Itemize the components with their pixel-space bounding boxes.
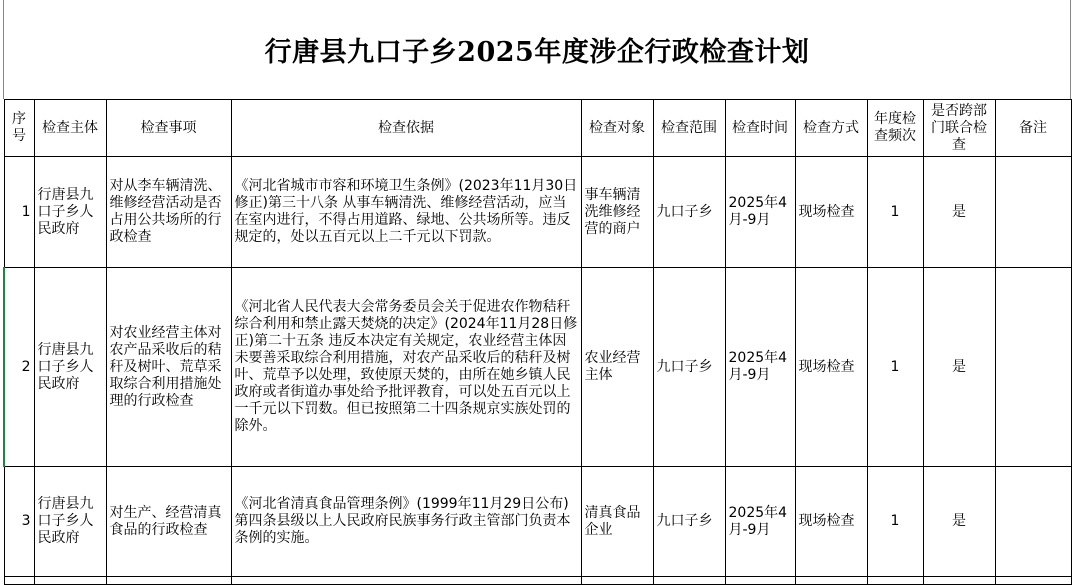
- cell-frequency[interactable]: 1: [867, 268, 923, 467]
- cell-item[interactable]: 对农业经营主体对农产品采收后的秸秆及树叶、荒草采取综合利用措施处理的行政检查: [106, 268, 231, 467]
- cell-method[interactable]: 现场检查: [795, 157, 867, 268]
- cell-scope[interactable]: 九口子乡: [653, 467, 725, 577]
- empty-cell[interactable]: [106, 577, 231, 585]
- empty-cell[interactable]: [4, 577, 34, 585]
- empty-cell[interactable]: [795, 577, 867, 585]
- cell-time[interactable]: 2025年4月-9月: [725, 467, 795, 577]
- header-time[interactable]: 检查时间: [725, 100, 795, 157]
- cell-joint[interactable]: 是: [923, 268, 995, 467]
- cell-joint[interactable]: 是: [923, 467, 995, 577]
- cell-target[interactable]: 农业经营主体: [581, 268, 653, 467]
- table-row: [4, 157, 1071, 268]
- cell-scope[interactable]: 九口子乡: [653, 157, 725, 268]
- cell-subject[interactable]: 行唐县九口子乡人民政府: [34, 157, 106, 268]
- table-row: [4, 467, 1071, 577]
- empty-cell[interactable]: [231, 577, 581, 585]
- cell-joint[interactable]: 是: [923, 157, 995, 268]
- cell-basis[interactable]: 《河北省城市市容和环境卫生条例》(2023年11月30日修正)第三十八条 从事车辆清洗、维修经营活动，应当在室内进行，不得占用道路、绿地、公共场所等。违反规定的，处以五百元以上二千元以下罚款。: [231, 157, 581, 268]
- cell-item[interactable]: 对生产、经营清真食品的行政检查: [106, 467, 231, 577]
- cell-frequency[interactable]: 1: [867, 157, 923, 268]
- header-frequency[interactable]: 年度检查频次: [867, 100, 923, 157]
- empty-cell[interactable]: [653, 577, 725, 585]
- cell-scope[interactable]: 九口子乡: [653, 268, 725, 467]
- header-method[interactable]: 检查方式: [795, 100, 867, 157]
- cell-subject[interactable]: 行唐县九口子乡人民政府: [34, 268, 106, 467]
- cell-basis[interactable]: 《河北省人民代表大会常务委员会关于促进农作物秸秆综合利用和禁止露天焚烧的决定》(2024年11月28日修正)第二十五条 违反本决定有关规定，农业经营主体因未要善采取综合利用措施，对农产品采收后的秸秆及树叶、荒草予以处理，致使原天焚的，由所在她乡镇人民政府或者街道办事处给予批评教育，可以处五百元以上一千元以下罚数。但已按照第二十四条规京实族处罚的除外。: [231, 268, 581, 467]
- header-basis[interactable]: 检查依据: [231, 100, 581, 157]
- cell-item[interactable]: 对从李车辆清洗、维修经营活动是否占用公共场所的行政检查: [106, 157, 231, 268]
- header-item[interactable]: 检查事项: [106, 100, 231, 157]
- empty-cell[interactable]: [995, 577, 1071, 585]
- cell-time[interactable]: 2025年4月-9月: [725, 157, 795, 268]
- cell-method[interactable]: 现场检查: [795, 467, 867, 577]
- cell-time[interactable]: 2025年4月-9月: [725, 268, 795, 467]
- document-title: 行唐县九口子乡2025年度涉企行政检查计划: [264, 37, 810, 68]
- header-no[interactable]: 序号: [4, 100, 34, 157]
- cell-basis[interactable]: 《河北省清真食品管理条例》(1999年11月29日公布)第四条县级以上人民政府民族事务行政主管部门负责本条例的实施。: [231, 467, 581, 577]
- title-cell[interactable]: [3, 0, 1071, 99]
- header-subject[interactable]: 检查主体: [34, 100, 106, 157]
- header-row: [4, 100, 1071, 157]
- inspection-plan-table: [3, 99, 1072, 585]
- cell-remark[interactable]: [995, 467, 1071, 577]
- cell-target[interactable]: 清真食品企业: [581, 467, 653, 577]
- cell-method[interactable]: 现场检查: [795, 268, 867, 467]
- cell-target[interactable]: 事车辆清洗维修经营的商户: [581, 157, 653, 268]
- header-joint[interactable]: 是否跨部门联合检查: [923, 100, 995, 157]
- cell-subject[interactable]: 行唐县九口子乡人民政府: [34, 467, 106, 577]
- header-remark[interactable]: 备注: [995, 100, 1071, 157]
- empty-cell[interactable]: [581, 577, 653, 585]
- header-scope[interactable]: 检查范围: [653, 100, 725, 157]
- table-row: [4, 268, 1071, 467]
- empty-cell[interactable]: [725, 577, 795, 585]
- header-target[interactable]: 检查对象: [581, 100, 653, 157]
- cell-frequency[interactable]: 1: [867, 467, 923, 577]
- empty-cell[interactable]: [867, 577, 923, 585]
- empty-cell[interactable]: [923, 577, 995, 585]
- cell-remark[interactable]: [995, 157, 1071, 268]
- partial-next-row: [4, 577, 1071, 585]
- cell-remark[interactable]: [995, 268, 1071, 467]
- row-number[interactable]: 3: [4, 467, 34, 577]
- row-number[interactable]: 1: [4, 157, 34, 268]
- empty-cell[interactable]: [34, 577, 106, 585]
- row-number[interactable]: 2: [4, 268, 34, 467]
